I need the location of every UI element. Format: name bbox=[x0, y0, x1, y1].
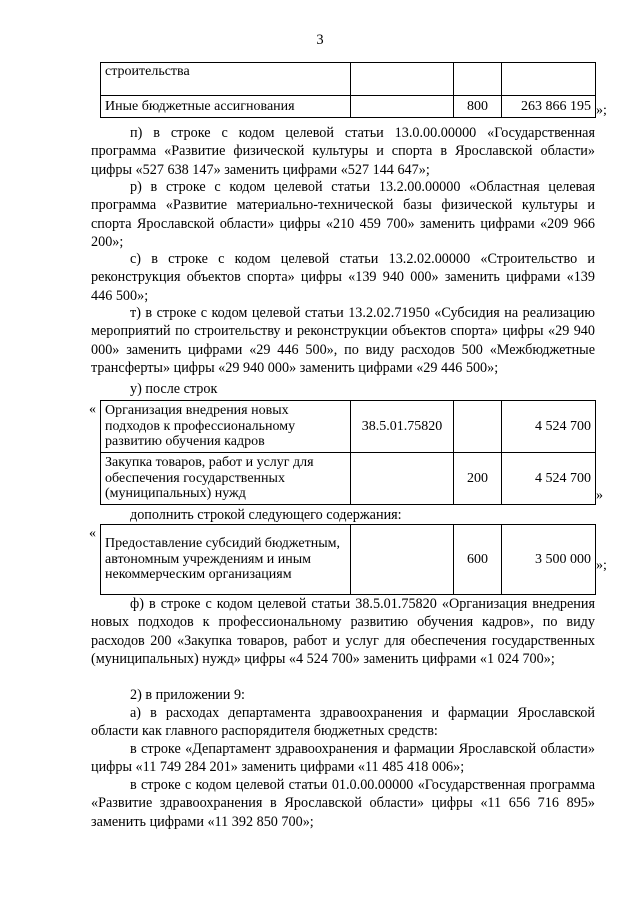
closing-quote: »; bbox=[596, 103, 607, 118]
paragraph-t: т) в строке с кодом целевой статьи 13.2.02.71950 «Субсидия на реализацию мероприятий по строительству и реконструкции объектов спорта» цифры «29 940 000» заменить цифрами «29 446 500», по виду расходов 500 «Межбюджетные трансферты» цифры «29 940 000» заменить цифрами «29 446 500»; bbox=[91, 305, 595, 376]
table-cell-kvr: 200 bbox=[454, 453, 502, 505]
closing-quote: »; bbox=[596, 558, 607, 573]
table-cell-name: Организация внедрения новых подходов к профессиональному развитию обучения кадров bbox=[101, 401, 351, 453]
table-cell-code bbox=[351, 96, 454, 118]
table-cell-code bbox=[351, 63, 454, 96]
table-cell-sum: 3 500 000 bbox=[502, 525, 596, 595]
table-cell-sum: 4 524 700 bbox=[502, 401, 596, 453]
page-number: 3 bbox=[316, 32, 324, 48]
budget-table-middle bbox=[100, 400, 596, 505]
paragraph-department: в строке «Департамент здравоохранения и фармации Ярославской области» цифры «11 749 284 201» заменить цифрами «11 485 418 006»; bbox=[91, 741, 595, 776]
opening-quote: « bbox=[89, 402, 96, 417]
table-cell-kvr bbox=[454, 401, 502, 453]
table-cell-sum: 4 524 700 bbox=[502, 453, 596, 505]
table-cell-name: строительства bbox=[101, 63, 351, 96]
paragraph-f: ф) в строке с кодом целевой статьи 38.5.01.75820 «Организация внедрения новых подходов к профессиональному развитию обучения кадров», по виду расходов 200 «Закупка товаров, работ и услуг для обеспечения государственных (муниципальных) нужд» цифры «4 524 700» заменить цифрами «1 024 700»; bbox=[91, 596, 595, 667]
closing-quote: » bbox=[596, 488, 603, 503]
table-row bbox=[101, 525, 596, 595]
table-cell-sum: 263 866 195 bbox=[502, 96, 596, 118]
table-row bbox=[101, 453, 596, 505]
paragraph-r: р) в строке с кодом целевой статьи 13.2.00.00000 «Областная целевая программа «Развитие материально-технической базы физической культуры и спорта Ярославской области» цифры «210 459 700» заменить цифрами «209 966 200»; bbox=[91, 179, 595, 250]
table-cell-code: 38.5.01.75820 bbox=[351, 401, 454, 453]
paragraph-target-code: в строке с кодом целевой статьи 01.0.00.00000 «Государственная программа «Развитие здравоохранения в Ярославской области» цифры «11 656 716 895» заменить цифрами «11 392 850 700»; bbox=[91, 777, 595, 830]
paragraph-2: 2) в приложении 9: bbox=[130, 687, 245, 703]
table-cell-name: Иные бюджетные ассигнования bbox=[101, 96, 351, 118]
table-cell-name: Закупка товаров, работ и услуг для обеспечения государственных (муниципальных) нужд bbox=[101, 453, 351, 505]
table-row bbox=[101, 63, 596, 96]
paragraph-a: а) в расходах департамента здравоохранения и фармации Ярославской области как главного распорядителя бюджетных средств: bbox=[91, 705, 595, 740]
table-row bbox=[101, 401, 596, 453]
paragraph-s: с) в строке с кодом целевой статьи 13.2.02.00000 «Строительство и реконструкция объектов спорта» цифры «139 940 000» заменить цифрами «139 446 500»; bbox=[91, 251, 595, 304]
table-cell-code bbox=[351, 525, 454, 595]
table-cell-name: Предоставление субсидий бюджетным, автономным учреждениям и иным некоммерческим организациям bbox=[101, 525, 351, 595]
table-cell-code bbox=[351, 453, 454, 505]
paragraph-add: дополнить строкой следующего содержания: bbox=[130, 507, 402, 523]
table-row bbox=[101, 96, 596, 118]
table-cell-sum bbox=[502, 63, 596, 96]
table-cell-kvr bbox=[454, 63, 502, 96]
paragraph-p: п) в строке с кодом целевой статьи 13.0.00.00000 «Государственная программа «Развитие физической культуры и спорта в Ярославской области» цифры «527 638 147» заменить цифрами «527 144 647»; bbox=[91, 125, 595, 178]
table-cell-kvr: 600 bbox=[454, 525, 502, 595]
opening-quote: « bbox=[89, 526, 96, 541]
paragraph-u: у) после строк bbox=[130, 381, 218, 397]
table-cell-kvr: 800 bbox=[454, 96, 502, 118]
budget-table-top bbox=[100, 62, 596, 118]
budget-table-bottom bbox=[100, 524, 596, 595]
